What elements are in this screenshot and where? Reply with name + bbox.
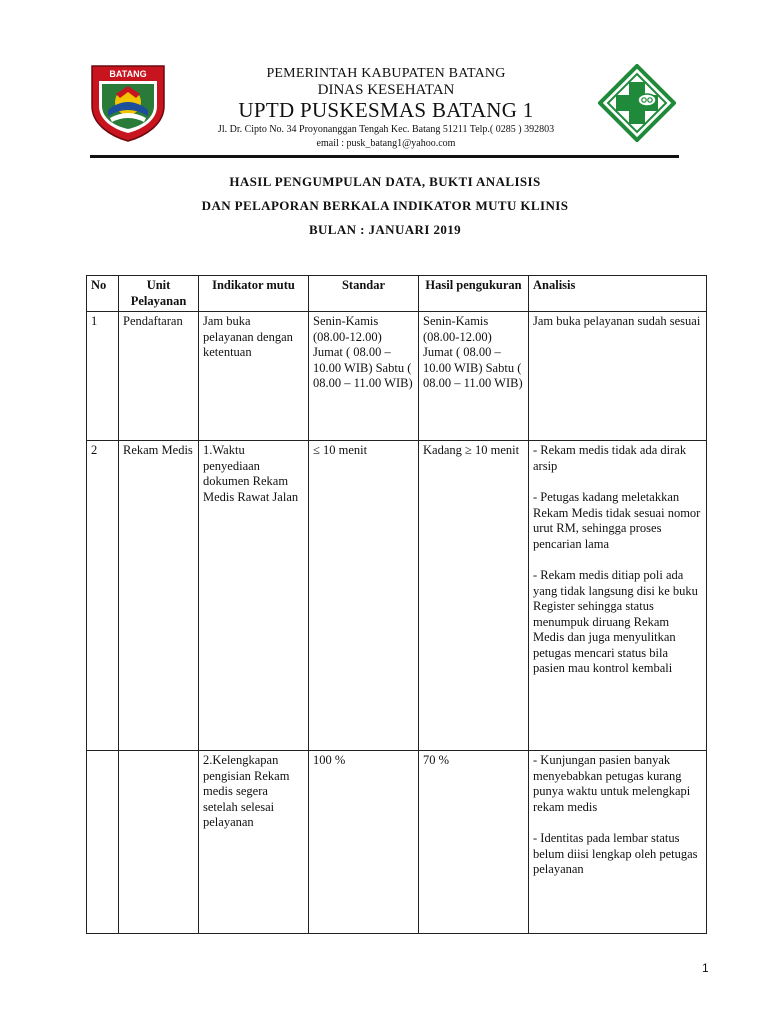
letterhead-institution: UPTD PUSKESMAS BATANG 1 xyxy=(238,98,534,122)
document-title-line-2: DAN PELAPORAN BERKALA INDIKATOR MUTU KLINIS xyxy=(201,198,569,213)
letterhead-email: email : pusk_batang1@yahoo.com xyxy=(316,138,456,149)
document-title-line-1: HASIL PENGUMPULAN DATA, BUKTI ANALISIS xyxy=(229,174,541,189)
letterhead-divider xyxy=(90,155,679,158)
letterhead-agency: DINAS KESEHATAN xyxy=(317,82,455,98)
cell-no xyxy=(87,751,119,934)
cell-unit: Rekam Medis xyxy=(119,441,199,751)
cell-indikator: Jam buka pelayanan dengan ketentuan xyxy=(199,312,309,441)
analisis-point: - Rekam medis tidak ada dirak arsip xyxy=(533,443,687,473)
header-unit: Unit Pelayanan xyxy=(119,276,199,312)
analisis-point: - Kunjungan pasien banyak menyebabkan petugas kurang punya waktu untuk melengkapi rekam medis xyxy=(533,753,691,814)
analisis-point: - Identitas pada lembar status belum diisi lengkap oleh petugas pelayanan xyxy=(533,831,698,876)
batang-regency-emblem xyxy=(88,64,168,142)
cell-unit: Pendaftaran xyxy=(119,312,199,441)
header-indikator: Indikator mutu xyxy=(199,276,309,312)
page-number: 1 xyxy=(702,961,709,975)
cell-analisis xyxy=(529,441,707,751)
cell-hasil: Kadang ≥ 10 menit xyxy=(419,441,529,751)
cell-no: 1 xyxy=(87,312,119,441)
letterhead-address: Jl. Dr. Cipto No. 34 Proyonanggan Tengah Kec. Batang 51211 Telp.( 0285 ) 392803 xyxy=(217,124,555,135)
cell-standar: ≤ 10 menit xyxy=(309,441,419,751)
header-hasil: Hasil pengukuran xyxy=(419,276,529,312)
svg-text:BATANG: BATANG xyxy=(109,69,147,79)
cell-analisis xyxy=(529,312,707,441)
cell-standar: 100 % xyxy=(309,751,419,934)
analisis-point: - Petugas kadang meletakkan Rekam Medis tidak sesuai nomor urut RM, sehingga proses pencarian lama xyxy=(533,490,701,551)
letterhead-government: PEMERINTAH KABUPATEN BATANG xyxy=(266,66,506,81)
analisis-point: Jam buka pelayanan sudah sesuai xyxy=(533,314,701,328)
analisis-point: - Rekam medis ditiap poli ada yang tidak langsung disi ke buku Register sehingga status menumpuk diruang Rekam Medis dan juga menyulitkan petugas mencari status bila pasien mau kontrol kembali xyxy=(533,568,698,675)
cell-indikator: 1.Waktu penyediaan dokumen Rekam Medis Rawat Jalan xyxy=(199,441,309,751)
table-header-row xyxy=(87,276,707,312)
header-no: No xyxy=(87,276,119,312)
cell-unit xyxy=(119,751,199,934)
document-title-period: BULAN : JANUARI 2019 xyxy=(308,222,462,237)
cell-hasil: Senin-Kamis (08.00-12.00) Jumat ( 08.00 – 10.00 WIB) Sabtu ( 08.00 – 11.00 WIB) xyxy=(419,312,529,441)
table-row xyxy=(87,312,707,441)
puskesmas-logo xyxy=(598,64,676,142)
header-analisis: Analisis xyxy=(529,276,707,312)
cell-indikator: 2.Kelengkapan pengisian Rekam medis segera setelah selesai pelayanan xyxy=(199,751,309,934)
cell-no: 2 xyxy=(87,441,119,751)
header-standar: Standar xyxy=(309,276,419,312)
table-row xyxy=(87,751,707,934)
cell-hasil: 70 % xyxy=(419,751,529,934)
cell-analisis xyxy=(529,751,707,934)
indicator-table xyxy=(86,275,707,934)
cell-standar: Senin-Kamis (08.00-12.00) Jumat ( 08.00 – 10.00 WIB) Sabtu ( 08.00 – 11.00 WIB) xyxy=(309,312,419,441)
table-row xyxy=(87,441,707,751)
